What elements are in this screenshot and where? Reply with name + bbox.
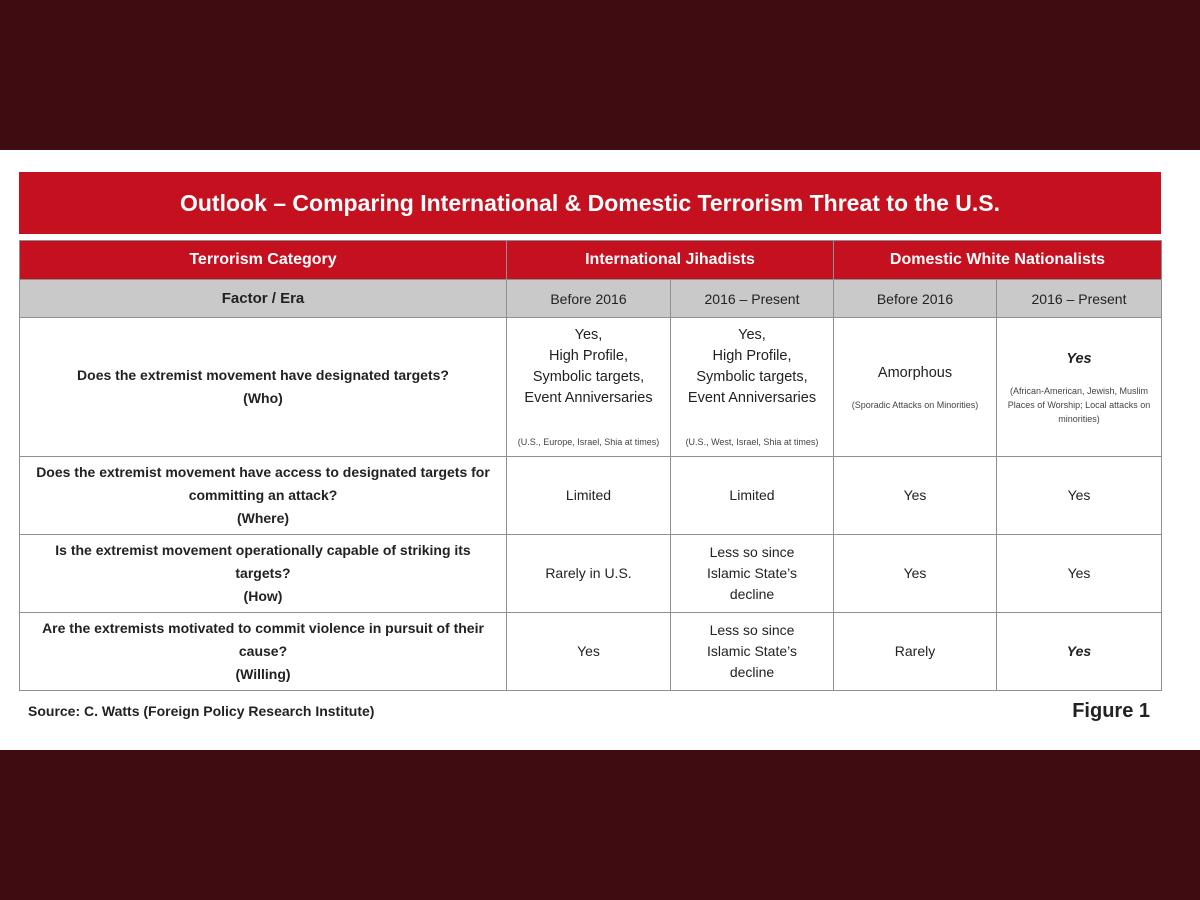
table-row-how [20,535,1162,613]
question-sub: (Willing) [235,666,291,682]
international-jihadists-header: International Jihadists [507,241,834,280]
cell-note: (Sporadic Attacks on Minorities) [851,399,979,410]
cell-dom-present: Yes [997,457,1162,535]
cell-intl-present [671,318,834,457]
cell-intl-present: Limited [671,457,834,535]
question-cell [20,535,507,613]
question-cell [20,318,507,457]
factor-era-header: Factor / Era [20,280,507,318]
cell-dom-present: Yes [997,535,1162,613]
cell-line: Symbolic targets, [696,369,808,385]
cell-intl-before: Rarely in U.S. [507,535,671,613]
question-sub: (How) [243,588,283,604]
cell-intl-before: Yes [507,613,671,691]
cell-dom-before: Yes [834,457,997,535]
domestic-white-nationalists-header: Domestic White Nationalists [834,241,1162,280]
source-caption: Source: C. Watts (Foreign Policy Research Institute) [28,703,375,719]
cell-intl-present: Less so since Islamic State’s decline [671,535,834,613]
cell-line: High Profile, [549,348,628,364]
cell-line: High Profile, [712,348,792,364]
cell-line: Yes, [738,327,766,343]
era-header-intl-present: 2016 – Present [671,280,834,318]
cell-line: Event Anniversaries [524,390,653,406]
table-row-who [20,318,1162,457]
question-text: Does the extremist movement have designated targets? [77,367,449,383]
cell-dom-before: Yes [834,535,997,613]
table-row-willing [20,613,1162,691]
cell-dom-present: Yes [997,613,1162,691]
comparison-table [19,240,1162,691]
era-header-dom-before: Before 2016 [834,280,997,318]
cell-value: Amorphous [877,364,953,381]
era-header-intl-before: Before 2016 [507,280,671,318]
cell-note: (U.S., West, Israel, Shia at times) [685,437,819,447]
table-title: Outlook – Comparing International & Domestic Terrorism Threat to the U.S. [19,172,1161,237]
question-sub: (Who) [243,390,283,406]
era-header-row [20,280,1162,318]
question-cell [20,457,507,535]
cell-dom-present [997,318,1162,457]
cell-line: Symbolic targets, [532,369,645,385]
cell-note: (U.S., Europe, Israel, Shia at times) [517,437,660,447]
question-text: Are the extremists motivated to commit violence in pursuit of their cause? [42,620,484,659]
cell-intl-present: Less so since Islamic State’s decline [671,613,834,691]
cell-value: Yes [1066,350,1092,367]
cell-note: (African-American, Jewish, Muslim Places of Worship; Local attacks on minorities) [1007,385,1151,424]
question-text: Does the extremist movement have access to designated targets for committing an attack? [36,464,490,503]
category-header-row [20,241,1162,280]
cell-intl-before [507,318,671,457]
cell-intl-before: Limited [507,457,671,535]
table-row-where [20,457,1162,535]
cell-dom-before [834,318,997,457]
cell-line: Yes, [574,327,603,343]
question-cell [20,613,507,691]
slide-panel [0,150,1200,750]
terrorism-category-header: Terrorism Category [20,241,507,280]
question-sub: (Where) [236,510,290,526]
figure-label: Figure 1 [1072,700,1150,722]
cell-line: Event Anniversaries [687,390,817,406]
era-header-dom-present: 2016 – Present [997,280,1162,318]
question-text: Is the extremist movement operationally capable of striking its targets? [55,542,471,581]
cell-dom-before: Rarely [834,613,997,691]
